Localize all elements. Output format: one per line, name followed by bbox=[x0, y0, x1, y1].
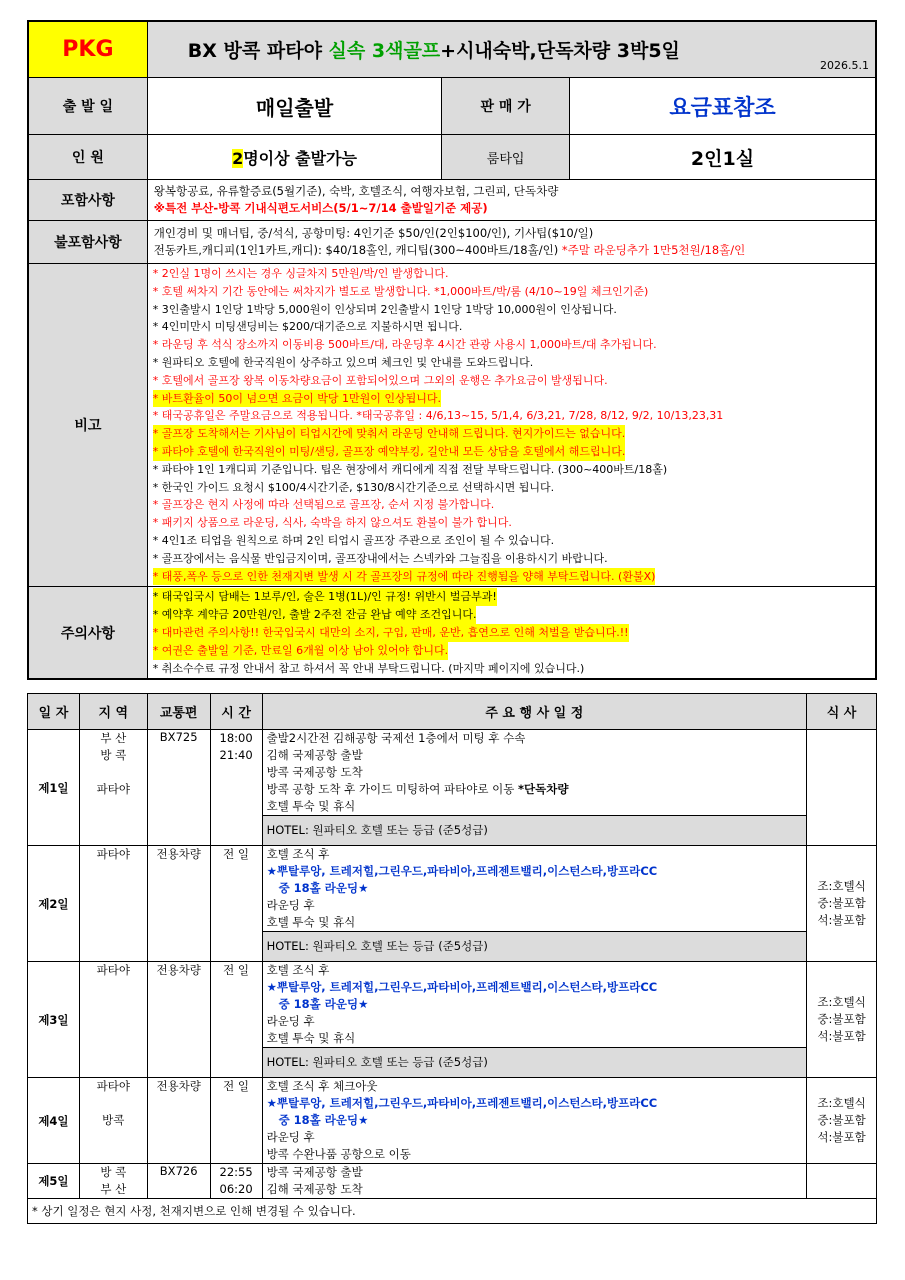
activity-line: 라운딩 후 bbox=[266, 1014, 315, 1028]
meal-item: 석:불포함 bbox=[817, 913, 866, 927]
remark-line: * 골프장 도착해서는 기사님이 티업시간에 맞춰서 라운딩 안내해 드립니다. 현지가이드는 없습니다. bbox=[153, 425, 626, 443]
schedule-header: 식 사 bbox=[807, 694, 877, 730]
day-label: 제4일 bbox=[28, 1078, 80, 1164]
schedule-header: 주 요 행 사 일 정 bbox=[262, 694, 807, 730]
transport-cell: BX726 bbox=[147, 1164, 210, 1199]
activity-cell bbox=[262, 962, 807, 1078]
meal-cell bbox=[807, 1164, 877, 1199]
region-cell bbox=[79, 730, 147, 846]
activity-cell bbox=[262, 1164, 807, 1199]
golf-rounds: 중 18홀 라운딩★ bbox=[278, 1113, 369, 1127]
schedule-table bbox=[27, 693, 877, 1224]
region-name: 방콕 bbox=[102, 1113, 125, 1127]
activity-line: 방콕 국제공항 도착 bbox=[266, 765, 363, 779]
hotel-info: HOTEL: 원파티오 호텔 또는 등급 (준5성급) bbox=[263, 815, 807, 845]
remark-line: * 바트환율이 50이 넘으면 요금이 박당 1만원이 인상됩니다. bbox=[153, 390, 441, 408]
caution-line: * 여권은 출발일 기준, 만료일 6개월 이상 남아 있어야 합니다. bbox=[153, 642, 448, 660]
transport-cell: BX725 bbox=[147, 730, 210, 846]
schedule-row bbox=[28, 730, 877, 846]
remarks-list bbox=[147, 264, 876, 587]
activity-line: 방콕 국제공항 출발 bbox=[266, 1165, 363, 1179]
schedule-row bbox=[28, 962, 877, 1078]
time-value: 18:00 bbox=[219, 731, 253, 745]
meal-item: 석:불포함 bbox=[817, 1029, 866, 1043]
remark-line: * 골프장은 현지 사정에 따라 선택됨으로 골프장, 순서 지정 불가합니다. bbox=[152, 498, 495, 512]
meal-item: 중:불포함 bbox=[817, 1012, 866, 1026]
excluded-content: 개인경비 및 매너팁, 중/석식, 공항미팅: 4인기준 $50/인(2인$100/인), 기사팁($10/일) 전동카트,캐디피(1인1카트,캐디): $40/18홀인, 캐디팁(300~400바트/18홀/인) *주말 라운딩추가 1만5천원/18홀/인 bbox=[147, 221, 876, 264]
region-name: 파타야 bbox=[96, 963, 130, 977]
remark-line: * 태풍,폭우 등으로 인한 천재지변 발생 시 각 골프장의 규정에 따라 진행됨을 양해 부탁드립니다. (환불X) bbox=[153, 568, 656, 586]
region-name: 방 콕 bbox=[100, 748, 127, 762]
caution-line: * 예약후 계약금 20만원/인, 출발 2주전 잔금 완납 예약 조건입니다. bbox=[153, 606, 477, 624]
room-label: 룸타입 bbox=[442, 135, 570, 180]
meal-cell bbox=[807, 730, 877, 846]
region-cell bbox=[79, 1078, 147, 1164]
golf-rounds: 중 18홀 라운딩★ bbox=[278, 881, 369, 895]
people-value: 2명이상 출발가능 bbox=[147, 135, 441, 180]
region-cell bbox=[79, 962, 147, 1078]
activity-cell bbox=[262, 1078, 807, 1164]
meal-item: 석:불포함 bbox=[817, 1130, 866, 1144]
schedule-footnote: * 상기 일정은 현지 사정, 천재지변으로 인해 변경될 수 있습니다. bbox=[28, 1199, 877, 1224]
day-label: 제3일 bbox=[28, 962, 80, 1078]
region-cell bbox=[79, 846, 147, 962]
activity-line: 호텔 조식 후 bbox=[266, 847, 330, 861]
schedule-header: 교통편 bbox=[147, 694, 210, 730]
activity-line: 방콕 수완나품 공항으로 이동 bbox=[266, 1147, 411, 1161]
caution-label: 주의사항 bbox=[28, 587, 147, 679]
day-label: 제2일 bbox=[28, 846, 80, 962]
golf-courses: ★뿌탈루앙, 트레저힐,그린우드,파타비아,프레젠트밸리,이스턴스타,방프라CC bbox=[266, 864, 658, 878]
pkg-badge: PKG bbox=[28, 21, 147, 78]
activity-line: 호텔 조식 후 체크아웃 bbox=[266, 1079, 378, 1093]
remark-line: * 파타야 1인 1캐디피 기준입니다. 팁은 현장에서 캐디에게 직접 전달 부탁드립니다. (300~400바트/18홀) bbox=[152, 462, 668, 476]
page-title: BX 방콕 파타야 실속 3색골프+시내숙박,단독차량 3박5일 2026.5.1 bbox=[147, 21, 876, 78]
included-content: 왕복항공료, 유류할증료(5월기준), 숙박, 호텔조식, 여행자보험, 그린피, 단독차량 ※특전 부산-방콕 기내식편도서비스(5/1~7/14 출발일기준 제공) bbox=[147, 180, 876, 221]
remarks-label: 비고 bbox=[28, 264, 147, 587]
price-label: 판 매 가 bbox=[442, 78, 570, 135]
golf-courses: ★뿌탈루앙, 트레저힐,그린우드,파타비아,프레젠트밸리,이스턴스타,방프라CC bbox=[266, 1096, 658, 1110]
remark-line: * 호텔에서 골프장 왕복 이동차량요금이 포함되어있으며 그외의 운행은 추가요금이 발생됩니다. bbox=[152, 373, 608, 387]
time-cell bbox=[210, 730, 262, 846]
region-name: 부 산 bbox=[100, 731, 127, 745]
time-cell bbox=[210, 962, 262, 1078]
golf-rounds: 중 18홀 라운딩★ bbox=[278, 997, 369, 1011]
meal-item: 중:불포함 bbox=[817, 1113, 866, 1127]
hotel-info: HOTEL: 원파티오 호텔 또는 등급 (준5성급) bbox=[263, 1047, 807, 1077]
meal-cell bbox=[807, 846, 877, 962]
schedule-header: 시 간 bbox=[210, 694, 262, 730]
time-value: 전 일 bbox=[223, 1079, 250, 1093]
remark-line: * 골프장에서는 음식물 반입금지이며, 골프장내에서는 스넥카와 그늘집을 이용하시기 바랍니다. bbox=[152, 551, 608, 565]
activity-line: 호텔 투숙 및 휴식 bbox=[266, 799, 356, 813]
hotel-info: HOTEL: 원파티오 호텔 또는 등급 (준5성급) bbox=[263, 931, 807, 961]
time-value: 21:40 bbox=[219, 748, 253, 762]
activity-text: 방콕 공항 도착 후 가이드 미팅하여 파타야로 이동 bbox=[266, 782, 518, 796]
issue-date: 2026.5.1 bbox=[820, 59, 869, 72]
remark-line: * 한국인 가이드 요청시 $100/4시간기준, $130/8시간기준으로 선택하시면 됩니다. bbox=[152, 480, 555, 494]
schedule-row bbox=[28, 846, 877, 962]
remark-line: * 4인미만시 미팅샌딩비는 $200/대기준으로 지불하시면 됩니다. bbox=[152, 320, 463, 334]
time-value: 06:20 bbox=[219, 1182, 253, 1196]
region-name bbox=[80, 1095, 147, 1112]
activity-line: 라운딩 후 bbox=[266, 1130, 315, 1144]
region-cell bbox=[79, 1164, 147, 1199]
caution-line: * 취소수수료 규정 안내서 참고 하셔서 꼭 안내 부탁드립니다. (마지막 페이지에 있습니다.) bbox=[152, 661, 585, 675]
activity-cell bbox=[262, 730, 807, 846]
time-cell bbox=[210, 1164, 262, 1199]
activity-line bbox=[263, 781, 807, 798]
activity-line: 김해 국제공항 출발 bbox=[266, 748, 363, 762]
activity-line: 호텔 투숙 및 휴식 bbox=[266, 1031, 356, 1045]
day-label: 제1일 bbox=[28, 730, 80, 846]
schedule-row bbox=[28, 1164, 877, 1199]
people-label: 인 원 bbox=[28, 135, 147, 180]
activity-cell bbox=[262, 846, 807, 962]
activity-line: 호텔 투숙 및 휴식 bbox=[266, 915, 356, 929]
schedule-header: 지 역 bbox=[79, 694, 147, 730]
region-name: 방 콕 bbox=[100, 1165, 127, 1179]
remark-line: * 2인실 1명이 쓰시는 경우 싱글차지 5만원/박/인 발생합니다. bbox=[152, 267, 449, 280]
time-value: 전 일 bbox=[223, 847, 250, 861]
private-car-note: *단독차량 bbox=[517, 782, 569, 796]
remark-line: * 라운딩 후 석식 장소까지 이동비용 500바트/대, 라운딩후 4시간 관광 사용시 1,000바트/대 추가됩니다. bbox=[152, 338, 657, 352]
transport-cell: 전용차량 bbox=[147, 962, 210, 1078]
excluded-label: 불포함사항 bbox=[28, 221, 147, 264]
caution-line: * 태국입국시 담배는 1보루/인, 술은 1병(1L)/인 규정! 위반시 벌금부과! bbox=[153, 588, 497, 606]
remark-line: * 파타야 호텔에 한국직원이 미팅/샌딩, 골프장 예약부킹, 길안내 모든 상담을 호텔에서 해드립니다. bbox=[153, 443, 626, 461]
activity-line: 라운딩 후 bbox=[266, 898, 315, 912]
included-label: 포함사항 bbox=[28, 180, 147, 221]
price-value: 요금표참조 bbox=[570, 78, 876, 135]
meal-item: 중:불포함 bbox=[817, 896, 866, 910]
meal-item: 조:호텔식 bbox=[817, 1096, 866, 1110]
transport-cell: 전용차량 bbox=[147, 1078, 210, 1164]
meal-item: 조:호텔식 bbox=[817, 995, 866, 1009]
remark-line: * 호텔 써차지 기간 동안에는 써차지가 별도로 발생합니다. *1,000바트/박/룸 (4/10~19일 체크인기준) bbox=[152, 284, 649, 298]
schedule-header: 일 자 bbox=[28, 694, 80, 730]
room-value: 2인1실 bbox=[570, 135, 876, 180]
region-name bbox=[80, 764, 147, 781]
region-name: 부 산 bbox=[100, 1182, 127, 1196]
remark-line: * 패키지 상품으로 라운딩, 식사, 숙박을 하지 않으셔도 환불이 불가 합니다. bbox=[152, 516, 512, 530]
caution-line: * 대마관련 주의사항!! 한국입국시 대만의 소지, 구입, 판매, 운반, 흡연으로 인해 처벌을 받습니다.!! bbox=[153, 624, 629, 642]
time-value: 22:55 bbox=[219, 1165, 253, 1179]
time-cell bbox=[210, 1078, 262, 1164]
remark-line: * 태국공휴일은 주말요금으로 적용됩니다. *태국공휴일 : 4/6,13~15, 5/1,4, 6/3,21, 7/28, 8/12, 9/2, 10/13,23,31 bbox=[152, 409, 724, 423]
meal-cell bbox=[807, 1078, 877, 1164]
region-name: 파타야 bbox=[96, 1079, 130, 1093]
activity-line: 출발2시간전 김해공항 국제선 1층에서 미팅 후 수속 bbox=[266, 731, 526, 745]
schedule-row bbox=[28, 1078, 877, 1164]
region-name: 파타야 bbox=[96, 847, 130, 861]
meal-item: 조:호텔식 bbox=[817, 879, 866, 893]
activity-line: 김해 국제공항 도착 bbox=[266, 1182, 363, 1196]
transport-cell: 전용차량 bbox=[147, 846, 210, 962]
remark-line: * 3인출발시 1인당 1박당 5,000원이 인상되며 2인출발시 1인당 1박당 10,000원이 인상됩니다. bbox=[152, 302, 617, 316]
remark-line: * 4인1조 티업을 원칙으로 하며 2인 티업시 골프장 주관으로 조인이 될 수 있습니다. bbox=[152, 533, 555, 547]
time-value: 전 일 bbox=[223, 963, 250, 977]
day-label: 제5일 bbox=[28, 1164, 80, 1199]
activity-line: 호텔 조식 후 bbox=[266, 963, 330, 977]
golf-courses: ★뿌탈루앙, 트레저힐,그린우드,파타비아,프레젠트밸리,이스턴스타,방프라CC bbox=[266, 980, 658, 994]
caution-list bbox=[147, 587, 876, 679]
remark-line: * 원파티오 호텔에 한국직원이 상주하고 있으며 체크인 및 안내를 도와드립니다. bbox=[152, 355, 534, 369]
region-name: 파타야 bbox=[96, 782, 130, 796]
meal-cell bbox=[807, 962, 877, 1078]
info-table bbox=[27, 20, 877, 680]
departure-value: 매일출발 bbox=[147, 78, 441, 135]
time-cell bbox=[210, 846, 262, 962]
departure-label: 출 발 일 bbox=[28, 78, 147, 135]
